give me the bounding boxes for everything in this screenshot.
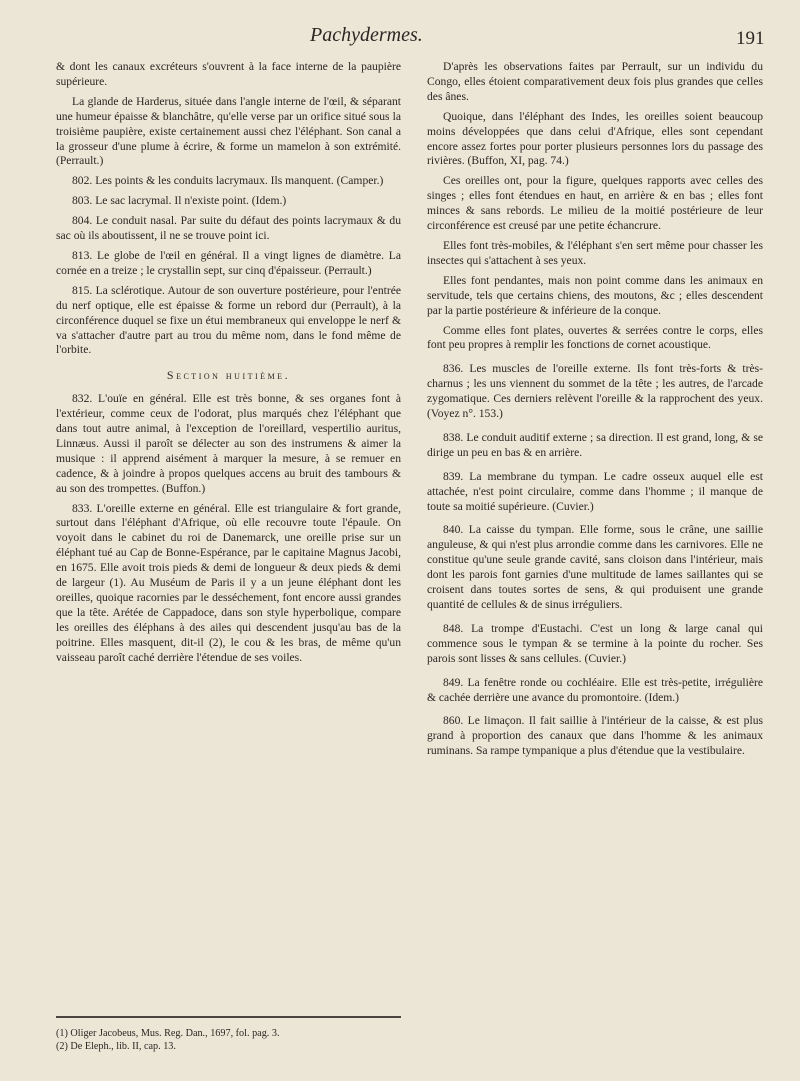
footnotes [56,1027,401,1053]
paragraph: Elles font très-mobiles, & l'éléphant s'en sert même pour chasser les insectes qui s'attachent à ses yeux. [427,238,763,267]
paragraph: 848. La trompe d'Eustachi. C'est un long & large canal qui commence sous le tympan & se termine à la pointe du rocher. Ses parois sont lisses & sans cellules. (Cuvier.) [427,621,763,665]
paragraph: 833. L'oreille externe en général. Elle est triangulaire & fort grande, surtout dans l'éléphant d'Afrique, où elle recouvre toute l'épaule. On voyoit dans le cabinet du roi de Danemarck, une oreille prise sur un éléphant tué au Cap de Bonne-Espérance, par le capitaine Magnus Jacobi, en 1675. Elle avoit trois pieds & demi de longueur & deux pieds & demi de largeur (1). Au Muséum de Paris il y a un jeune éléphant dont les oreilles, quoique racornies par le desséchement, font encore aussi grandes que la tête. Arétée de Cappadoce, dans son style hyperbolique, compare les oreilles des éléphans à des ailes qui descendent jusqu'au bas de la poitrine. Elles masquent, dit-il (2), le cou & les bras, de même qu'un vaisseau paroît caché derrière l'étendue de ses voiles. [56,501,401,664]
paragraph: 813. Le globe de l'œil en général. Il a vingt lignes de diamètre. La cornée en a treize ; le crystallin sept, sur cinq d'épaisseur. (Perrault.) [56,248,401,277]
page-number: 191 [736,28,765,49]
paragraph: 832. L'ouïe en général. Elle est très bonne, & ses organes font à l'extérieur, comme ceux de l'odorat, plus marqués chez l'éléphant que dans tout autre animal, à l'exception de l'oreillard, vespertilio auritus, Linnæus. Aussi il paroît se délecter au son des instrumens & aimer la musique : il apprend aisément à marquer la mesure, à se remuer en cadence, & à joindre à propos quelques accens au bruit des tambours & au son des trompettes. (Buffon.) [56,392,401,495]
paragraph: Elles font pendantes, mais non point comme dans les animaux en servitude, tels que certains chiens, des moutons, &c ; elles descendent par la partie postérieure & inférieure de la conque. [427,273,763,317]
right-text-column [427,60,763,764]
paragraph: Comme elles font plates, ouvertes & serrées contre le corps, elles font peu propres à remplir les fonctions de cornet acoustique. [427,323,763,352]
footnote-divider [56,1016,401,1018]
footnote-1: (1) Oliger Jacobeus, Mus. Reg. Dan., 1697, fol. pag. 3. [56,1028,280,1039]
paragraph: 804. Le conduit nasal. Par suite du défaut des points lacrymaux & du sac où ils aboutissent, il ne se trouve point ici. [56,214,401,243]
running-head [0,16,800,56]
paragraph: 838. Le conduit auditif externe ; sa direction. Il est grand, long, & se dirige un peu en bas & en arrière. [427,430,763,459]
paragraph: D'après les observations faites par Perrault, sur un individu du Congo, elles étoient comparativement deux fois plus grandes que celles des ânes. [427,60,763,103]
paragraph: La glande de Harderus, située dans l'angle interne de l'œil, & séparant une humeur épaisse & blanchâtre, qu'elle verse par un orifice situé sous la troisième paupière, existe certainement aussi chez l'éléphant. Son canal a la grosseur d'une plume à écrire, & forme un mamelon à son extrémité. (Perrault.) [56,94,401,168]
section-heading: Section huitième. [166,368,291,383]
footnote-2: (2) De Eleph., lib. II, cap. 13. [56,1041,176,1052]
paragraph: 802. Les points & les conduits lacrymaux. Ils manquent. (Camper.) [72,174,384,188]
paragraph: 836. Les muscles de l'oreille externe. Ils font très-forts & très-charnus ; les uns viennent du sommet de la tête ; les autres, de l'arcade zygomatique. Ces derniers relèvent l'oreille & la rapprochent des yeux. (Voyez n°. 153.) [427,362,763,421]
paragraph: 860. Le limaçon. Il fait saillie à l'intérieur de la caisse, & est plus grand à proportion des canaux que dans l'homme & les animaux ruminans. Sa rampe tympanique a plus d'étendue que la vestibulaire. [427,714,763,758]
paragraph: & dont les canaux excréteurs s'ouvrent à la face interne de la paupière supérieure. [56,60,401,88]
paragraph: 840. La caisse du tympan. Elle forme, sous le crâne, une saillie anguleuse, & qui n'est plus arrondie comme dans les carnivores. Elle ne constitue qu'une seule grande cavité, sans cloison dans l'intérieur, mais dont les parois font garnies d'une multitude de lames saillantes qui se croisent dans toutes sortes de sens, & qui produisent une grande quantité de cellules & de sinus irréguliers. [427,523,763,611]
paragraph: 815. La sclérotique. Autour de son ouverture postérieure, pour l'entrée du nerf optique, elle est épaisse & forme un rebord dur (Perrault), à la circonférence duquel se fixe un étui membraneux qui enveloppe le nerf & va s'attacher d'autre part au trou du même nom, dans le fond même de l'orbite. [56,283,401,357]
paragraph: 803. Le sac lacrymal. Il n'existe point. (Idem.) [72,194,287,208]
paragraph: 849. La fenêtre ronde ou cochléaire. Elle est très-petite, irrégulière & cachée derrière une avance du promontoire. (Idem.) [427,675,763,704]
paragraph: Ces oreilles ont, pour la figure, quelques rapports avec celles des singes ; elles font étendues en haut, en arrière & en bas ; elles font minces & sans rebords. Le milieu de la moitié postérieure de leur circonférence est creusé par une petite échancrure. [427,174,763,233]
running-title: Pachydermes. [310,24,423,46]
paragraph: Quoique, dans l'éléphant des Indes, les oreilles soient beaucoup moins développées que dans celui d'Afrique, elles sont cependant encore assez fortes pour porter plusieurs personnes lors du passage des rivières. (Buffon, XI, pag. 74.) [427,109,763,168]
left-text-column [56,60,401,671]
paragraph: 839. La membrane du tympan. Le cadre osseux auquel elle est attachée, n'est point circulaire, comme dans l'homme ; il manque de toute sa moitié supérieure. (Cuvier.) [427,469,763,513]
